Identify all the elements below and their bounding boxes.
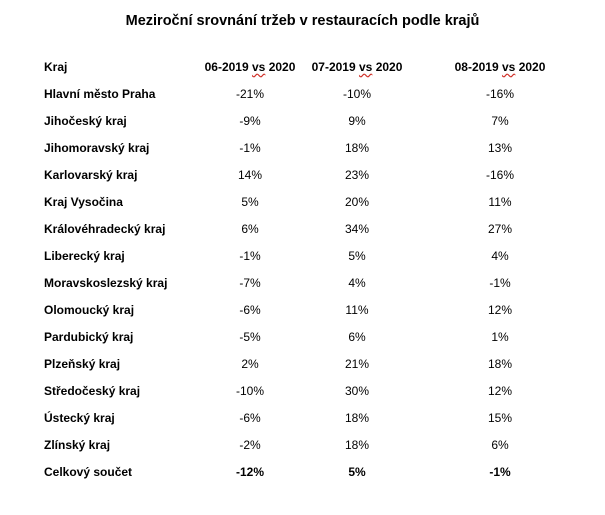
region-name: Středočeský kraj [44,384,141,398]
table-row [0,270,605,297]
value-06-2019: -1% [239,249,261,263]
region-name: Kraj Vysočina [44,195,123,209]
header-col2-from: 07-2019 [311,60,356,74]
value-08-2019: -1% [489,276,511,290]
value-08-2019: -16% [485,87,514,101]
region-name: Jihočeský kraj [44,114,127,128]
value-07-2019: 20% [344,195,370,209]
table-row [0,216,605,243]
value-06-2019: -9% [239,114,261,128]
value-07-2019: 11% [345,303,369,317]
value-08-2019: -16% [485,168,514,182]
value-07-2019: 34% [344,222,370,236]
table-row [0,432,605,459]
region-name: Karlovarský kraj [44,168,138,182]
value-08-2019: 11% [488,195,512,209]
value-08-2019: 1% [491,330,509,344]
region-name: Jihomoravský kraj [44,141,150,155]
value-08-2019: 12% [487,384,513,398]
table-row [0,405,605,432]
value-08-2019: 27% [487,222,513,236]
region-name: Královéhradecký kraj [44,222,166,236]
region-name: Olomoucký kraj [44,303,135,317]
value-07-2019: 4% [348,276,366,290]
total-row [0,459,605,486]
header-col1-to: 2020 [268,60,296,74]
region-name: Hlavní město Praha [44,87,156,101]
table-row [0,189,605,216]
total-08-2019: -1% [489,465,511,479]
table-row [0,81,605,108]
region-name: Zlínský kraj [44,438,111,452]
value-06-2019: 2% [241,357,259,371]
value-08-2019: 18% [487,357,513,371]
table-row [0,297,605,324]
value-06-2019: -5% [239,330,261,344]
value-08-2019: 6% [491,438,509,452]
value-08-2019: 12% [487,303,513,317]
value-08-2019: 7% [491,114,509,128]
value-06-2019: -7% [239,276,261,290]
total-07-2019: 5% [348,465,366,479]
value-08-2019: 13% [487,141,513,155]
value-06-2019: 5% [241,195,259,209]
header-col3-from: 08-2019 [454,60,499,74]
header-region: Kraj [44,60,68,74]
header-col3-to: 2020 [518,60,546,74]
header-col-06-2019 [204,54,296,81]
value-07-2019: 9% [348,114,366,128]
value-08-2019: 4% [491,249,509,263]
value-07-2019: -10% [342,87,371,101]
table-header [0,54,605,81]
header-col1-vs: vs [251,60,266,74]
header-col2-vs: vs [358,60,373,74]
table-row [0,324,605,351]
table-row [0,162,605,189]
total-label: Celkový součet [44,465,133,479]
table-row [0,135,605,162]
value-06-2019: -2% [239,438,261,452]
region-name: Pardubický kraj [44,330,134,344]
header-col2-to: 2020 [375,60,403,74]
value-08-2019: 15% [487,411,513,425]
value-07-2019: 6% [348,330,366,344]
header-col1-from: 06-2019 [204,60,249,74]
value-06-2019: -21% [235,87,264,101]
value-07-2019: 18% [344,438,370,452]
region-name: Plzeňský kraj [44,357,121,371]
value-06-2019: 6% [241,222,259,236]
region-name: Liberecký kraj [44,249,125,263]
header-col-07-2019 [311,54,403,81]
table-row [0,243,605,270]
table-row [0,378,605,405]
value-06-2019: 14% [237,168,263,182]
value-06-2019: -6% [239,303,261,317]
region-name: Moravskoslezský kraj [44,276,168,290]
value-07-2019: 18% [344,411,370,425]
total-06-2019: -12% [235,465,264,479]
table-title: Meziroční srovnání tržeb v restauracích podle krajů [125,13,480,29]
value-07-2019: 30% [344,384,370,398]
value-07-2019: 5% [348,249,366,263]
value-07-2019: 23% [344,168,370,182]
header-col3-vs: vs [501,60,516,74]
value-06-2019: -1% [239,141,261,155]
region-name: Ústecký kraj [44,411,115,425]
table-row [0,108,605,135]
table-row [0,351,605,378]
value-06-2019: -6% [239,411,261,425]
value-06-2019: -10% [235,384,264,398]
value-07-2019: 18% [344,141,370,155]
value-07-2019: 21% [344,357,370,371]
header-col-08-2019 [454,54,546,81]
